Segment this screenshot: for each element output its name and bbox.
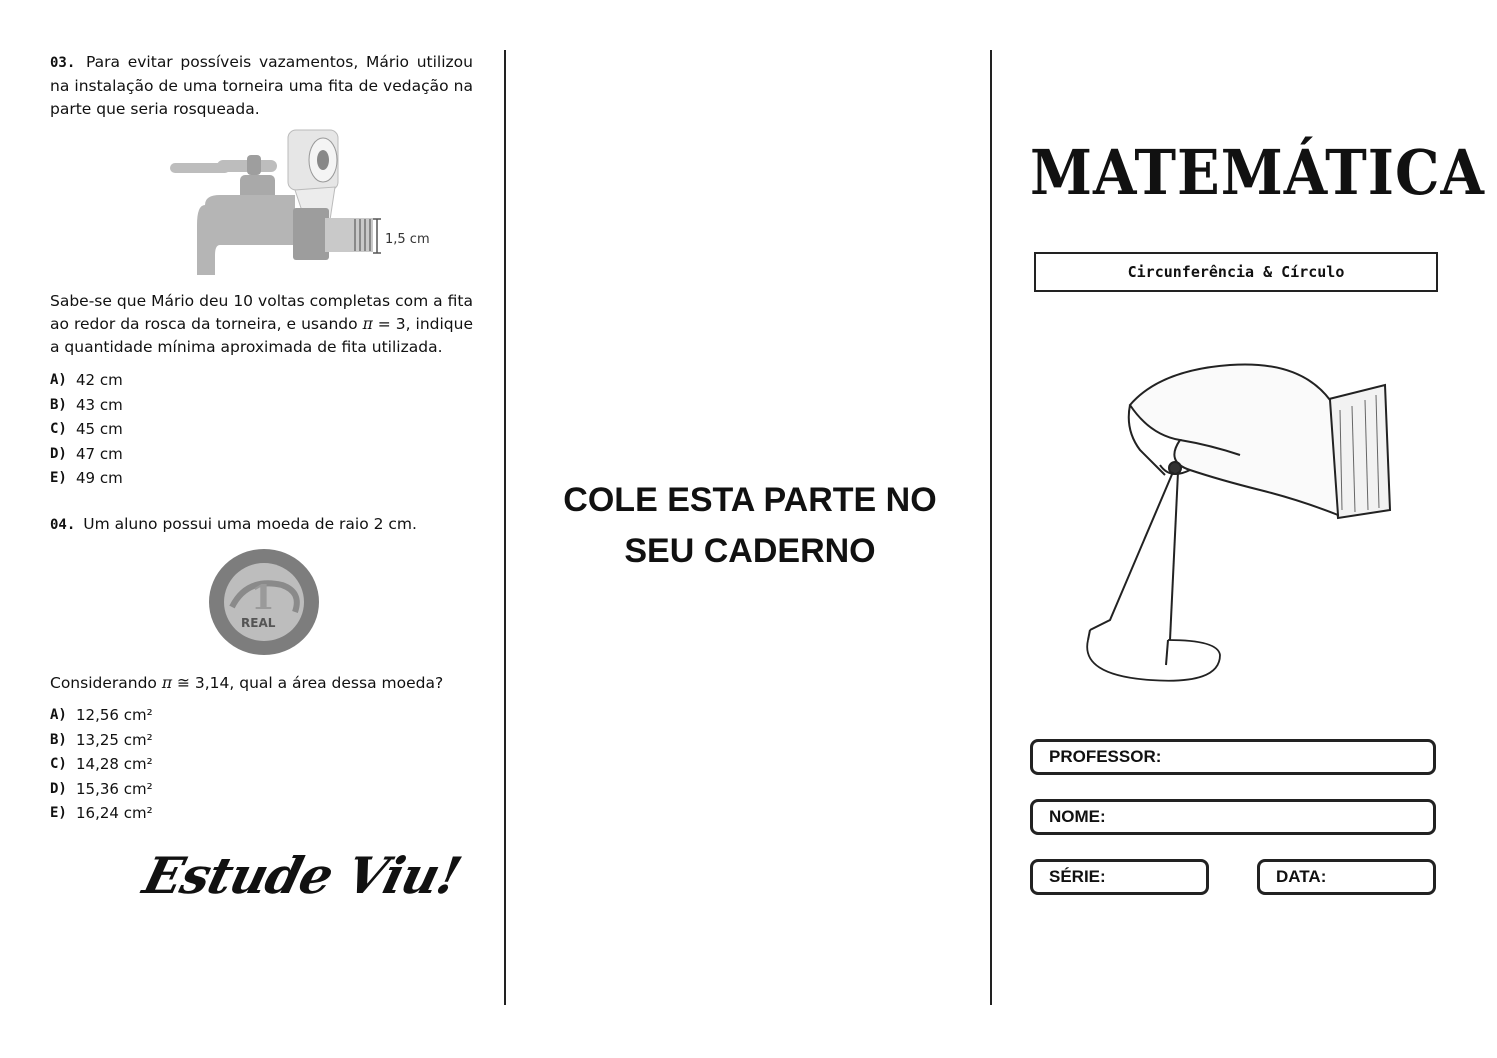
professor-field[interactable] — [1030, 739, 1436, 775]
name-field[interactable] — [1030, 799, 1436, 835]
coin-illustration — [207, 547, 321, 657]
fold-divider-right — [990, 50, 992, 1005]
paste-instruction-line-1: COLE ESTA PARTE NO — [563, 481, 937, 519]
subtitle-text: Circunferência & Círculo — [1127, 263, 1345, 281]
cover-title: MATEMÁTICA — [1030, 136, 1485, 210]
paste-instruction — [540, 475, 960, 577]
option-b[interactable] — [50, 393, 123, 418]
option-b[interactable] — [50, 728, 153, 753]
option-text: 47 cm — [76, 444, 123, 463]
coin-number: 1 — [251, 578, 275, 618]
grade-label: SÉRIE: — [1049, 867, 1106, 886]
option-c[interactable] — [50, 417, 123, 442]
question-4-prompt-pre: Considerando — [50, 674, 162, 692]
question-4-options — [50, 703, 153, 826]
name-label: NOME: — [1049, 807, 1106, 826]
paste-instruction-line-2: SEU CADERNO — [624, 532, 876, 570]
option-letter: E) — [50, 805, 67, 821]
question-3-text: Para evitar possíveis vazamentos, Mário utilizou na instalação de uma torneira uma fita de vedação na parte que seria rosqueada. — [50, 53, 473, 118]
date-field[interactable] — [1257, 859, 1436, 895]
option-text: 12,56 cm² — [76, 706, 153, 724]
option-a[interactable] — [50, 368, 123, 393]
left-panel — [50, 0, 475, 1058]
question-3-number: 03. — [50, 55, 76, 71]
option-letter: C) — [50, 421, 67, 437]
option-letter: D) — [50, 445, 67, 462]
option-letter: E) — [50, 470, 67, 486]
question-4-number: 04. — [50, 517, 76, 533]
grade-field[interactable] — [1030, 859, 1209, 895]
option-d[interactable] — [50, 777, 153, 802]
option-text: 42 cm — [76, 371, 123, 389]
fold-divider-left — [504, 50, 506, 1005]
option-letter: D) — [50, 780, 67, 797]
subtitle-banner — [1034, 252, 1438, 292]
option-letter: A) — [50, 707, 67, 723]
option-text: 14,28 cm² — [76, 755, 153, 773]
question-4-text: Um aluno possui uma moeda de raio 2 cm. — [83, 515, 417, 533]
option-d[interactable] — [50, 442, 123, 467]
question-4-statement — [50, 513, 473, 537]
option-c[interactable] — [50, 752, 153, 777]
question-4-prompt-post: ≅ 3,14, qual a área dessa moeda? — [172, 674, 444, 692]
option-text: 15,36 cm² — [76, 779, 153, 798]
option-letter: B) — [50, 396, 67, 413]
question-3-prompt-pre: Sabe-se que Mário deu 10 voltas completas com a fita ao redor da rosca da torneira, e usando — [50, 292, 473, 333]
question-3-options — [50, 368, 123, 491]
pi-symbol: π — [161, 674, 173, 692]
option-text: 45 cm — [76, 420, 123, 438]
professor-label: PROFESSOR: — [1049, 747, 1162, 766]
question-3-prompt — [50, 290, 473, 359]
date-label: DATA: — [1276, 867, 1327, 886]
option-a[interactable] — [50, 703, 153, 728]
pi-symbol: π — [362, 315, 373, 333]
question-4-prompt — [50, 672, 473, 695]
question-3-prompt-post: = 3, indique a quantidade mínima aproximada de fita utilizada. — [50, 315, 473, 356]
option-text: 16,24 cm² — [76, 804, 153, 822]
dimension-label: 1,5 cm — [385, 232, 430, 247]
option-letter: A) — [50, 372, 67, 388]
option-e[interactable] — [50, 801, 153, 826]
coin-label: REAL — [241, 616, 276, 630]
option-text: 13,25 cm² — [76, 730, 153, 749]
signature-text: Estude Viu! — [137, 846, 467, 905]
option-e[interactable] — [50, 466, 123, 491]
faucet-tape-illustration — [145, 125, 445, 285]
option-letter: B) — [50, 731, 67, 748]
hand-compass-illustration — [1070, 340, 1400, 700]
question-3-statement — [50, 51, 473, 121]
option-text: 49 cm — [76, 469, 123, 487]
option-letter: C) — [50, 756, 67, 772]
option-text: 43 cm — [76, 395, 123, 414]
